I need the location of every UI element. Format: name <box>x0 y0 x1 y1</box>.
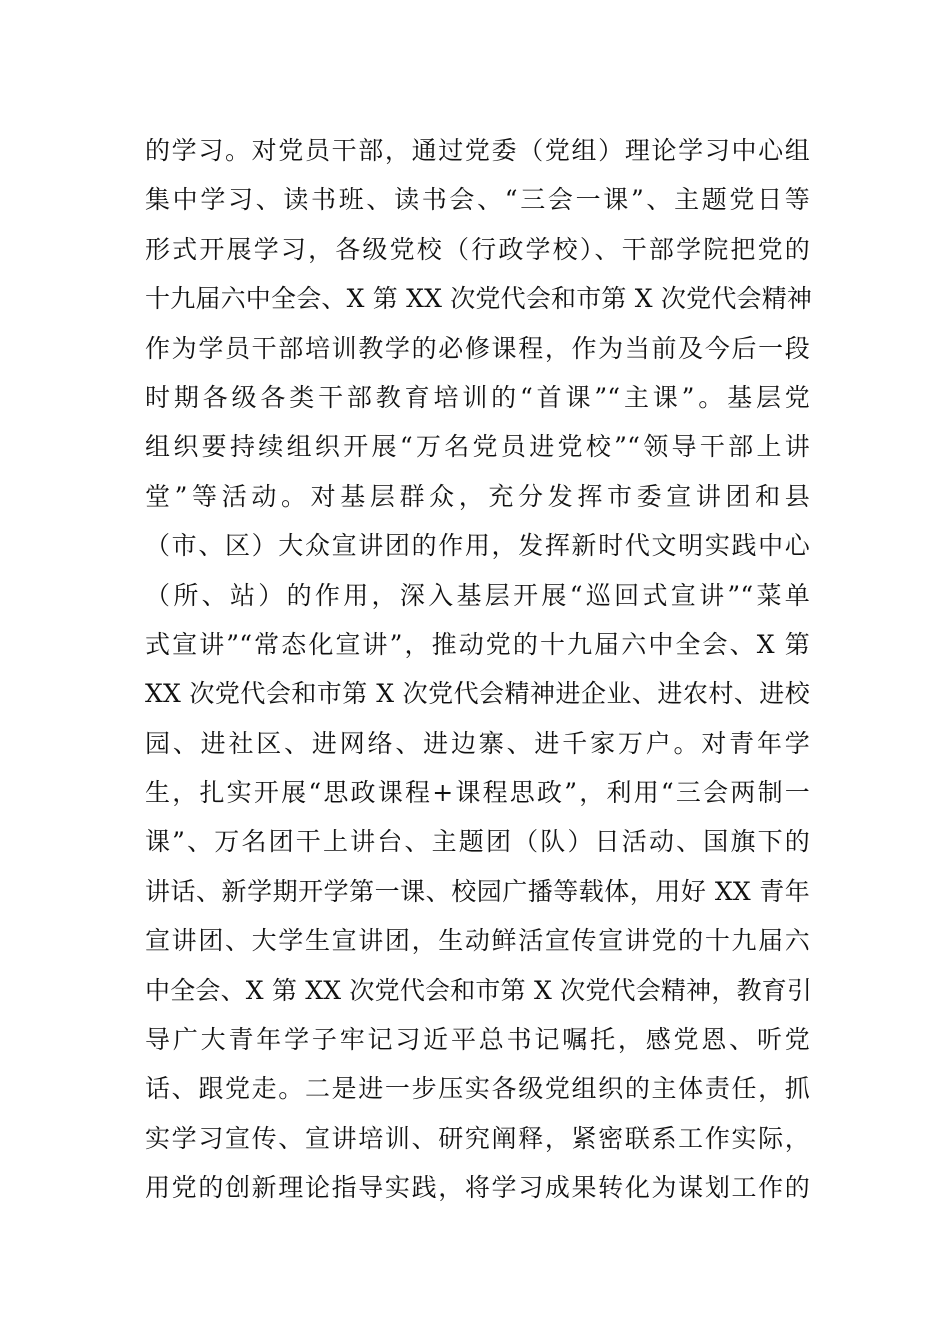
text-line: 讲话、新学期开学第一课、校园广播等载体，用好 XX 青年 <box>145 876 810 906</box>
text-line: 集中学习、读书班、读书会、“三会一课”、主题党日等 <box>145 185 810 215</box>
text-line: 实学习宣传、宣讲培训、研究阐释，紧密联系工作实际， <box>145 1123 810 1153</box>
text-line: 生，扎实开展“思政课程+课程思政”，利用“三会两制一 <box>145 778 810 808</box>
text-line: 话、跟党走。二是进一步压实各级党组织的主体责任，抓 <box>145 1074 810 1104</box>
text-line: 十九届六中全会、X 第 XX 次党代会和市第 X 次党代会精神 <box>145 284 813 314</box>
text-line: XX 次党代会和市第 X 次党代会精神进企业、进农村、进校 <box>145 679 810 709</box>
text-line: 课”、万名团干上讲台、主题团（队）日活动、国旗下的 <box>145 827 810 857</box>
text-line: 堂”等活动。对基层群众，充分发挥市委宣讲团和县 <box>145 481 810 511</box>
text-line: （所、站）的作用，深入基层开展“巡回式宣讲”“菜单 <box>145 580 810 610</box>
text-line: 时期各级各类干部教育培训的“首课”“主课”。基层党 <box>145 382 810 412</box>
text-line: 式宣讲”“常态化宣讲”，推动党的十九届六中全会、X 第 <box>145 629 810 659</box>
text-line: 中全会、X 第 XX 次党代会和市第 X 次党代会精神，教育引 <box>145 975 813 1005</box>
text-line: 的学习。对党员干部，通过党委（党组）理论学习中心组 <box>145 136 810 165</box>
text-line: 用党的创新理论指导实践，将学习成果转化为谋划工作的 <box>145 1173 810 1203</box>
text-line: 宣讲团、大学生宣讲团，生动鲜活宣传宣讲党的十九届六 <box>145 926 810 956</box>
text-line: 作为学员干部培训教学的必修课程，作为当前及今后一段 <box>145 333 810 363</box>
text-line: 组织要持续组织开展“万名党员进党校”“领导干部上讲 <box>145 432 810 462</box>
text-line: 形式开展学习，各级党校（行政学校）、干部学院把党的 <box>145 234 810 264</box>
text-line: 园、进社区、进网络、进边寨、进千家万户。对青年学 <box>145 728 810 758</box>
text-line: （市、区）大众宣讲团的作用，发挥新时代文明实践中心 <box>145 531 810 561</box>
text-line: 导广大青年学子牢记习近平总书记嘱托，感党恩、听党 <box>145 1025 810 1055</box>
body-paragraph <box>145 126 813 1213</box>
